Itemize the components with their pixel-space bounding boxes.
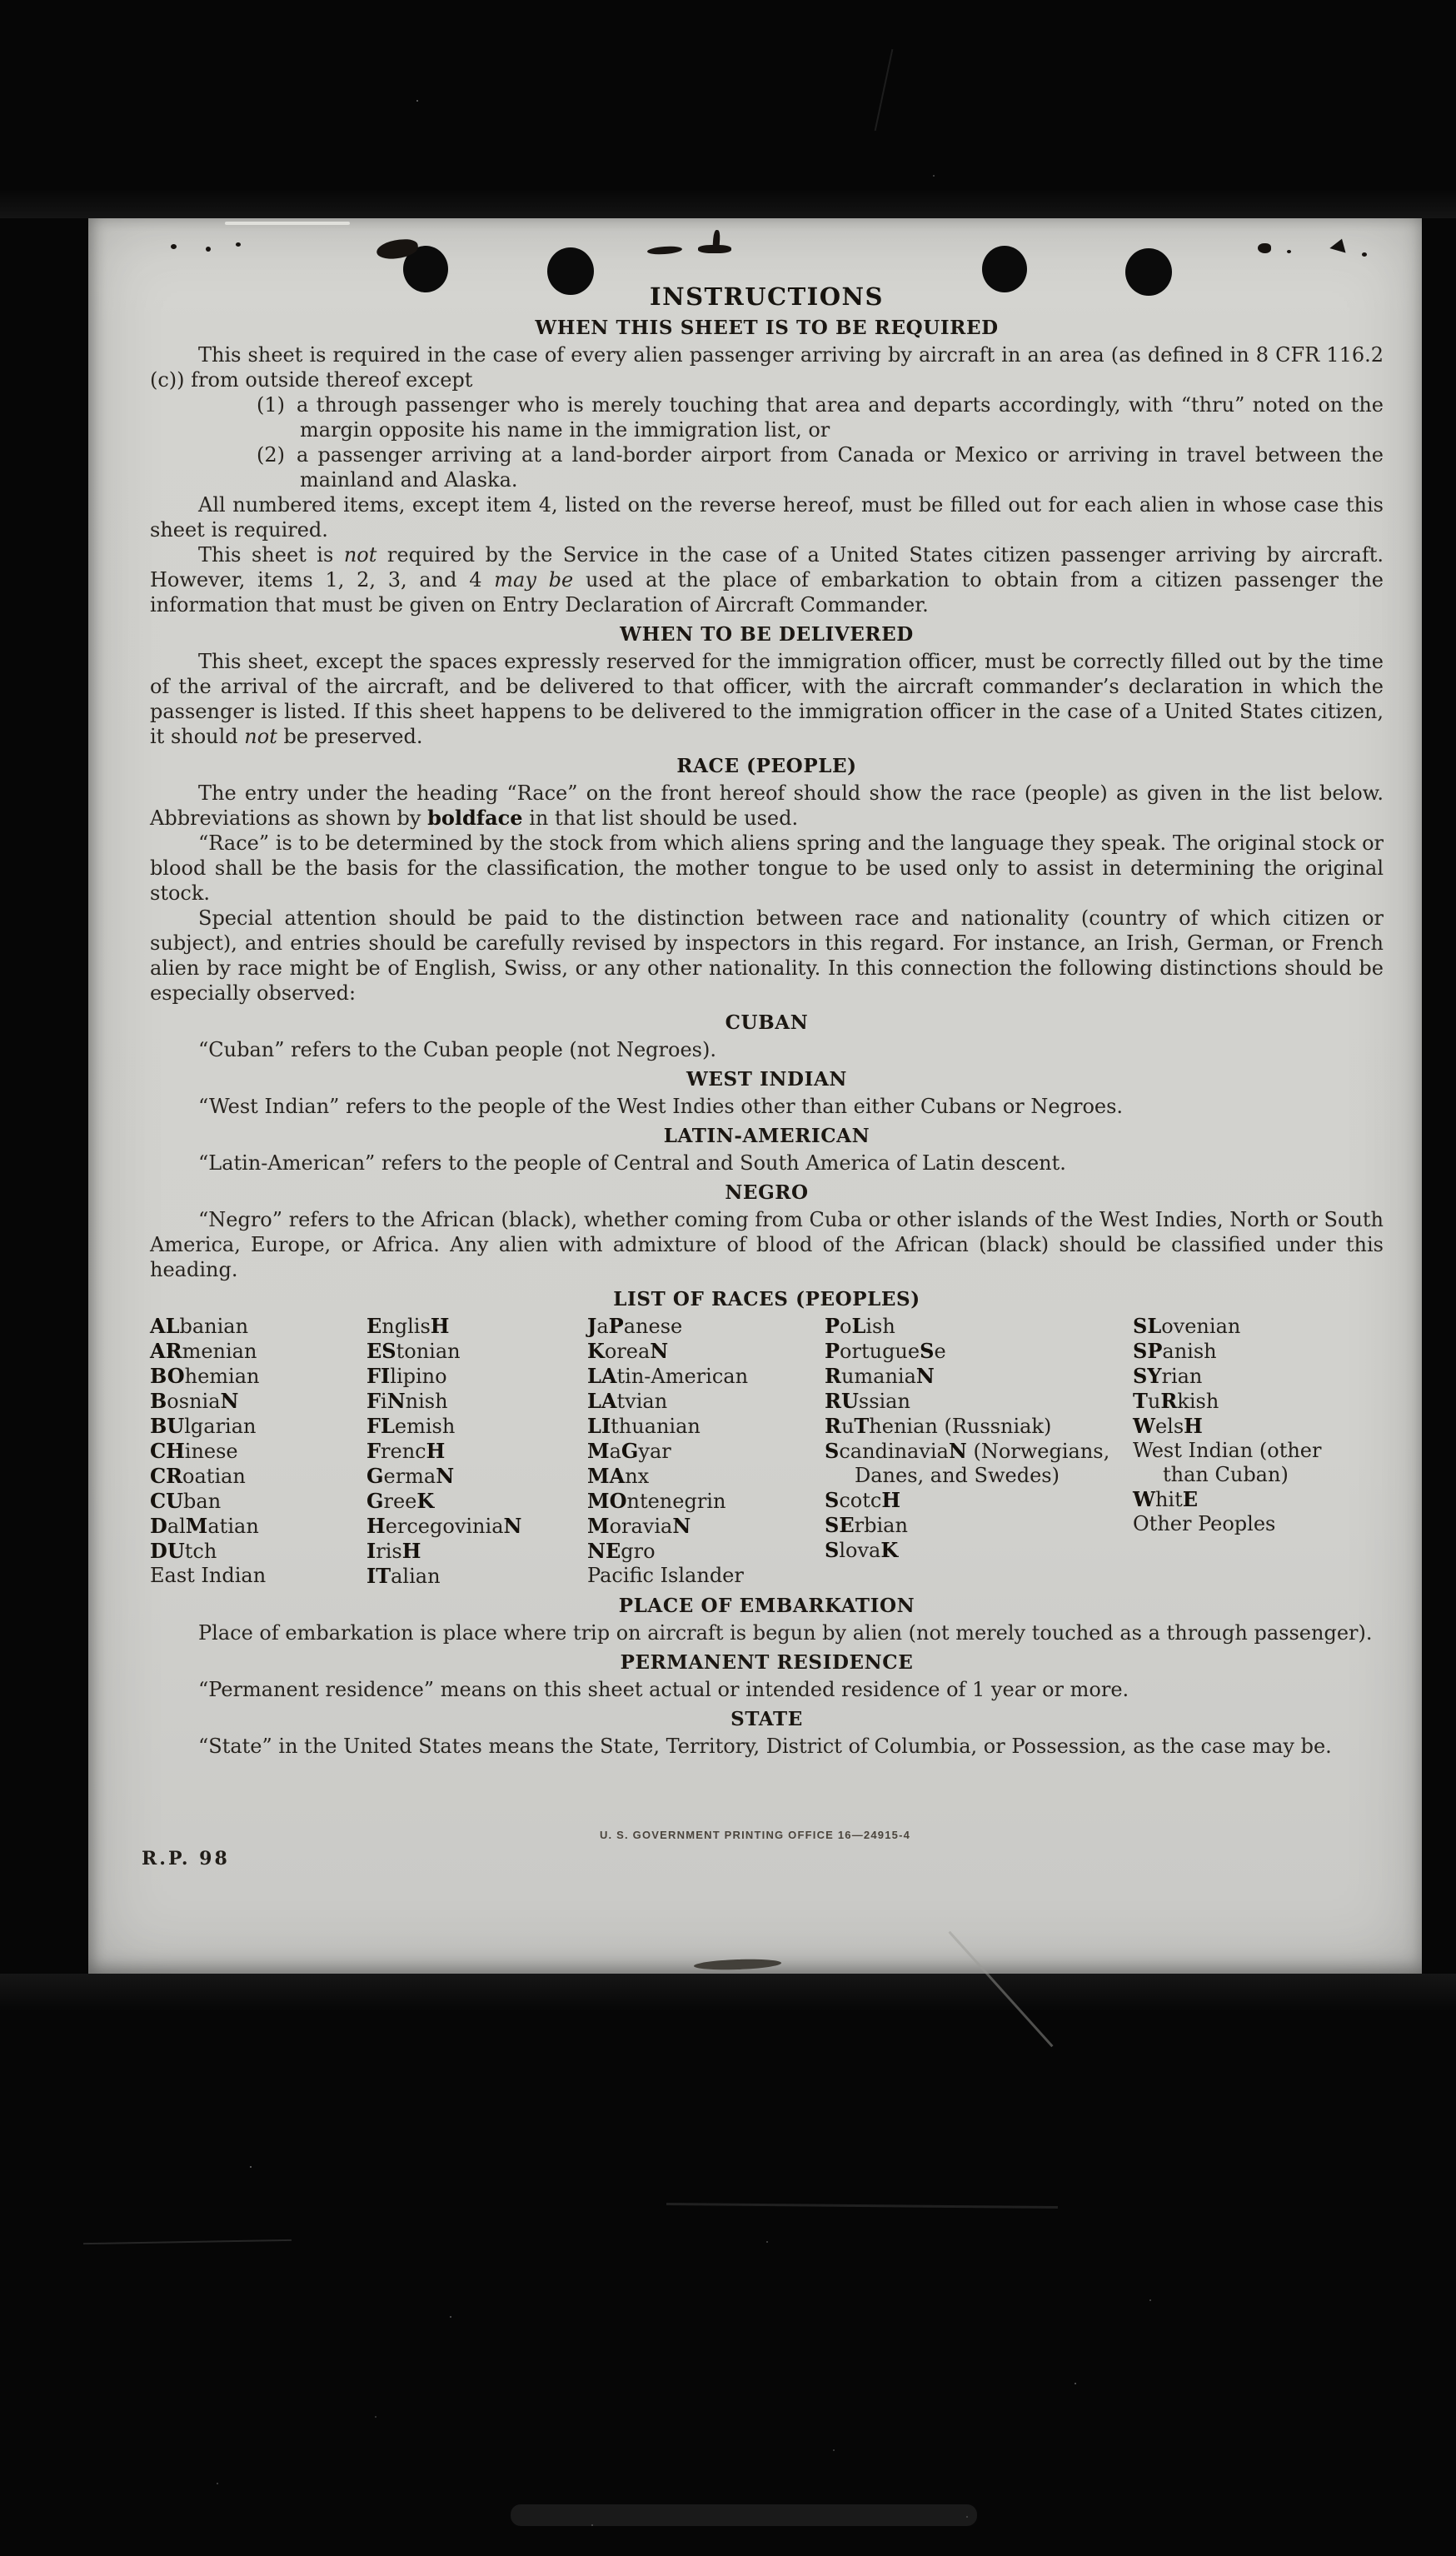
race-item: FrencH <box>366 1439 446 1463</box>
race-item: DalMatian <box>150 1514 259 1538</box>
ink-dot <box>171 244 177 249</box>
race-item: LAtin-American <box>587 1364 749 1388</box>
race-item: MOntenegrin <box>587 1489 726 1513</box>
race-item: BOhemian <box>150 1364 260 1388</box>
ink-dot <box>206 247 211 252</box>
race-item: GermaN <box>366 1464 455 1488</box>
hole-punch-mark <box>982 246 1027 292</box>
document-title: INSTRUCTIONS <box>650 282 884 311</box>
race-item: LIthuanian <box>587 1414 701 1438</box>
race-item: FIlipino <box>366 1364 447 1388</box>
para-cuban: “Cuban” refers to the Cuban people (not Negroes). <box>198 1038 716 1061</box>
section-heading-cuban: CUBAN <box>725 1011 809 1034</box>
ink-dot <box>236 242 241 247</box>
race-item: BosniaN <box>150 1389 239 1413</box>
race-item: KoreaN <box>587 1339 669 1363</box>
race-item: PoLish <box>825 1314 895 1338</box>
race-item: SPanish <box>1133 1339 1217 1363</box>
list-item-marker: (1) <box>257 393 285 417</box>
para-race-entry: The entry under the heading “Race” on the front hereof should show the race (people) as given in the list below. Abbreviations as shown by boldface in that list should be used. <box>150 781 1384 830</box>
section-heading-when-required: WHEN THIS SHEET IS TO BE REQUIRED <box>535 317 999 339</box>
race-item: IrisH <box>366 1539 421 1563</box>
scan-shadow-bottom <box>0 1974 1456 2010</box>
race-item: SErbian <box>825 1513 908 1537</box>
race-item: BUlgarian <box>150 1414 257 1438</box>
hole-punch-mark <box>1125 248 1172 296</box>
document-body <box>150 283 1384 1759</box>
race-item: CUban <box>150 1489 222 1513</box>
scan-streak <box>511 2504 977 2526</box>
race-item: SLovenian <box>1133 1314 1241 1338</box>
races-column-2 <box>366 1314 587 1589</box>
para-delivered: This sheet, except the spaces expressly reserved for the immigration officer, must be correctly filled out by the time of the arrival of the aircraft, and be delivered to that officer, with the aircraft commander’s declaration in which the passenger is listed. If this sheet happens to be delivered to the immigration officer in the case of a United States citizen, it should not be preserved. <box>150 650 1384 748</box>
para-negro: “Negro” refers to the African (black), whether coming from Cuba or other islands of the West Indies, North or South America, Europe, or Africa. Any alien with admixture of blood of the African (black) should be classified under this heading. <box>150 1208 1384 1281</box>
race-item: TuRkish <box>1133 1389 1219 1413</box>
races-list <box>150 1314 1384 1589</box>
race-item: Pacific Islander <box>587 1564 744 1587</box>
race-item: FiNnish <box>366 1389 448 1413</box>
scratch-mark <box>83 2239 292 2244</box>
race-item: MaGyar <box>587 1439 671 1463</box>
race-item: ScandinaviaN (Norwegians, Danes, and Swedes) <box>825 1439 1110 1487</box>
race-item: WhitE <box>1133 1487 1199 1511</box>
race-item: NEgro <box>587 1539 656 1563</box>
race-item: SYrian <box>1133 1364 1203 1388</box>
para-west-indian: “West Indian” refers to the people of the West Indies other than either Cubans or Negroes. <box>198 1095 1124 1118</box>
para-race-stock: “Race” is to be determined by the stock from which aliens spring and the language they speak. The original stock or blood shall be the basis for the classification, the mother tongue to be used only to assist in determining the original stock. <box>150 831 1384 905</box>
para-state: “State” in the United States means the State, Territory, District of Columbia, or Possession, as the case may be. <box>198 1735 1332 1758</box>
race-item: EStonian <box>366 1339 461 1363</box>
section-heading-west-indian: WEST INDIAN <box>686 1068 848 1091</box>
section-heading-race-list: LIST OF RACES (PEOPLES) <box>613 1288 920 1310</box>
para-not-required: This sheet is not required by the Service in the case of a United States citizen passenger arriving by aircraft. However, items 1, 2, 3, and 4 may be used at the place of embarkation to obtain from a citizen passenger the information that must be given on Entry Declaration of Aircraft Commander. <box>150 543 1384 617</box>
races-column-3 <box>587 1314 825 1589</box>
race-item: HercegoviniaN <box>366 1514 522 1538</box>
race-item: MoraviaN <box>587 1514 691 1538</box>
race-item: CHinese <box>150 1439 238 1463</box>
section-heading-latin-american: LATIN-AMERICAN <box>663 1125 870 1147</box>
section-heading-residence: PERMANENT RESIDENCE <box>620 1651 914 1674</box>
race-item: SlovaK <box>825 1538 899 1562</box>
section-heading-race: RACE (PEOPLE) <box>676 755 857 777</box>
ink-smudge <box>1258 243 1271 253</box>
list-item-text: a through passenger who is merely touching that area and departs accordingly, with “thru” noted on the margin opposite his name in the immigration list, or <box>297 393 1384 442</box>
race-item: RumaniaN <box>825 1364 935 1388</box>
races-column-5 <box>1133 1314 1384 1589</box>
section-heading-when-delivered: WHEN TO BE DELIVERED <box>620 623 914 646</box>
race-item: East Indian <box>150 1564 267 1587</box>
para-sheet-required: This sheet is required in the case of every alien passenger arriving by aircraft in an area (as defined in 8 CFR 116.2 (c)) from outside thereof except <box>150 343 1384 392</box>
race-item: West Indian (other than Cuban) <box>1133 1439 1322 1486</box>
race-item: CRoatian <box>150 1464 246 1488</box>
race-item: ARmenian <box>150 1339 257 1363</box>
para-embarkation: Place of embarkation is place where trip on aircraft is begun by alien (not merely touched as a through passenger). <box>198 1621 1373 1645</box>
race-item: EnglisH <box>366 1314 450 1338</box>
para-race-nationality: Special attention should be paid to the distinction between race and nationality (country of which citizen or subject), and entries should be carefully revised by inspectors in this regard. For instance, an Irish, German, or French alien by race might be of English, Swiss, or any other nationality. In this connection the following distinctions should be especially observed: <box>150 906 1384 1005</box>
section-heading-embarkation: PLACE OF EMBARKATION <box>618 1595 915 1617</box>
race-item: LAtvian <box>587 1389 668 1413</box>
list-item-2 <box>150 442 1384 492</box>
list-item-marker: (2) <box>257 443 285 467</box>
race-item: WelsH <box>1133 1414 1203 1438</box>
para-latin-american: “Latin-American” refers to the people of Central and South America of Latin descent. <box>198 1151 1066 1175</box>
race-item: DUtch <box>150 1539 217 1563</box>
race-item: RuThenian (Russniak) <box>825 1414 1052 1438</box>
races-column-1 <box>150 1314 366 1589</box>
scan-artifact-line <box>225 222 350 225</box>
races-column-4 <box>825 1314 1133 1589</box>
race-item: JaPanese <box>587 1314 683 1338</box>
list-item-text: a passenger arriving at a land-border airport from Canada or Mexico or arriving in travel between the mainland and Alaska. <box>297 443 1384 492</box>
hole-punch-mark <box>547 247 594 295</box>
scratch-mark <box>875 49 894 131</box>
race-item: FLemish <box>366 1414 456 1438</box>
race-item: GreeK <box>366 1489 435 1513</box>
race-item: Other Peoples <box>1133 1512 1276 1535</box>
race-item: RUssian <box>825 1389 910 1413</box>
dust-speck <box>250 2166 252 2168</box>
section-heading-state: STATE <box>730 1708 803 1730</box>
printing-office-line: U. S. GOVERNMENT PRINTING OFFICE 16—24915-4 <box>599 1829 911 1841</box>
race-item: PortugueSe <box>825 1339 946 1363</box>
ink-dot <box>1362 252 1367 257</box>
instruction-sheet <box>88 218 1422 1974</box>
para-all-items: All numbered items, except item 4, listed on the reverse hereof, must be filled out for each alien in whose case this sheet is required. <box>150 493 1384 542</box>
race-item: ITalian <box>366 1564 441 1588</box>
race-item: MAnx <box>587 1464 650 1488</box>
race-item: ScotcH <box>825 1488 901 1512</box>
form-number: R.P. 98 <box>142 1848 230 1870</box>
scratch-mark <box>666 2203 1058 2209</box>
dust-speck <box>416 100 418 102</box>
scan-shadow-top <box>0 190 1456 218</box>
para-residence: “Permanent residence” means on this sheet actual or intended residence of 1 year or more. <box>198 1678 1129 1701</box>
race-item: ALbanian <box>150 1314 249 1338</box>
list-item-1 <box>150 392 1384 442</box>
ink-dot <box>1287 250 1291 253</box>
section-heading-negro: NEGRO <box>725 1181 809 1204</box>
